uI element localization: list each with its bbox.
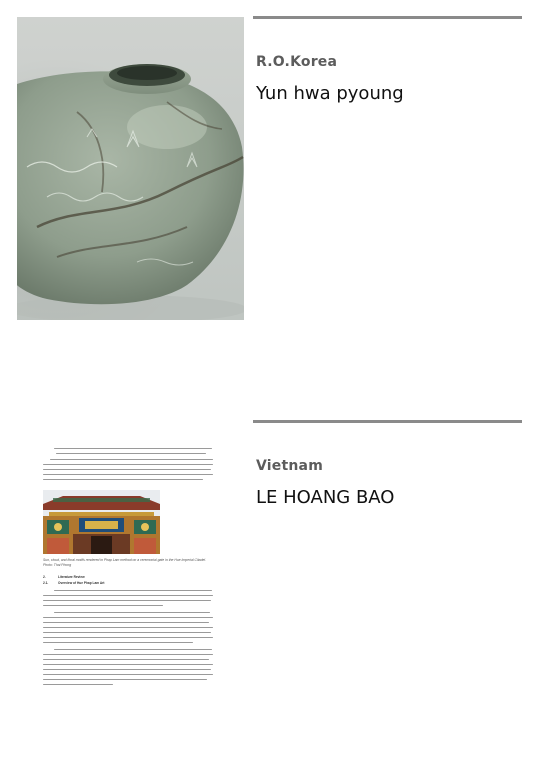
doc-text-line [43,617,213,618]
imperial-gate-photo [43,490,160,554]
doc-text-line [43,684,113,685]
doc-text-line [54,649,212,650]
doc-text-line [54,590,212,591]
doc-text-line [43,479,203,480]
doc-text-line [43,654,213,655]
doc-figure-caption: Sun, cloud, and floral motifs rendered in Phap Lam method on a ceremonial gate in the Hue Imperial Citadel. Photo: Thai Phong [43,558,207,567]
entry-divider-bar [253,16,522,19]
doc-text-line [43,595,213,596]
doc-text-line [43,627,213,628]
doc-text-line [43,600,211,601]
imperial-gate-illustration [43,490,160,554]
doc-text-line [43,679,207,680]
doc-text-line [43,637,213,638]
entry-artist-name: LE HOANG BAO [256,487,395,508]
celadon-vase-illustration [17,17,244,320]
entry-country: Vietnam [256,458,323,474]
doc-text-line [43,464,213,465]
doc-text-line [43,674,213,675]
entry-image-document [40,440,220,702]
doc-text-line [43,469,211,470]
doc-text-line [43,622,209,623]
entry-country: R.O.Korea [256,54,338,70]
doc-section-title: Literature Review [58,575,85,579]
doc-subsection-title: Overview of Hue Phap Lam Art [58,581,105,585]
doc-text-line [43,642,193,643]
doc-text-line [43,659,209,660]
doc-text-line [43,605,163,606]
doc-text-line [54,448,212,449]
doc-subsection-number: 2.1. [43,581,49,585]
doc-text-line [54,612,210,613]
entry-image-vase [17,17,244,320]
doc-text-line [43,632,211,633]
doc-text-line [43,664,213,665]
doc-text-line [50,459,213,460]
doc-text-line [43,474,213,475]
doc-text-line [56,453,206,454]
doc-text-line [43,669,211,670]
doc-section-number: 2. [43,575,46,579]
entry-artist-name: Yun hwa pyoung [256,83,404,104]
entry-divider-bar [253,420,522,423]
